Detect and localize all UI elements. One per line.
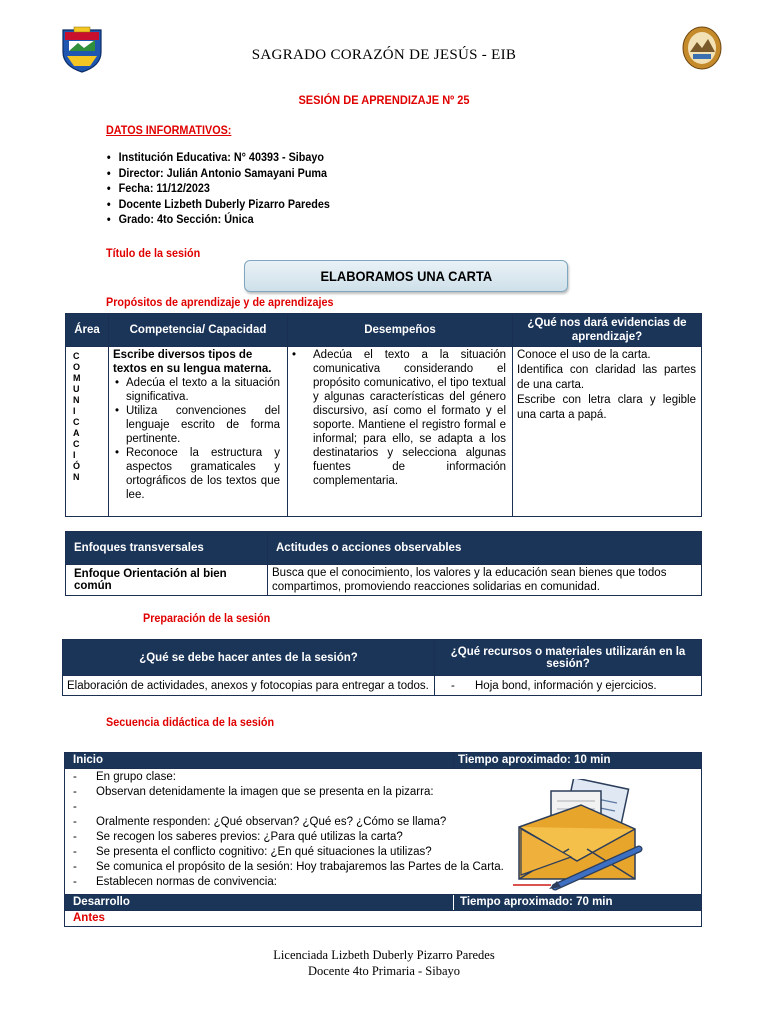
- area-letter: C: [73, 417, 80, 427]
- secuencia-table: [64, 752, 702, 927]
- desarrollo-text: Desarrollo: [73, 896, 130, 908]
- area-letter: I: [73, 450, 76, 460]
- header-evidencias: ¿Qué nos dará evidencias de aprendizaje?: [513, 314, 702, 347]
- area-letter: I: [73, 406, 76, 416]
- inicio-tiempo: Tiempo aproximado: 10 min: [454, 753, 702, 769]
- letter-envelope-illustration: [511, 779, 645, 891]
- info-item: • Fecha: 11/12/2023: [119, 181, 330, 197]
- competencia-title: Escribe diversos tipos de textos en su lengua materna.: [113, 349, 272, 375]
- datos-informativos-label: DATOS INFORMATIVOS:: [106, 123, 232, 137]
- area-letter: N: [73, 472, 80, 482]
- enfoque-actitud: Busca que el conocimiento, los valores y la educación sean bienes que todos compartimos, promoviendo reacciones solidarias en comunidad.: [268, 565, 702, 596]
- capacidad-item: • Reconoce la estructura y aspectos gramaticales y ortográficos de los textos que lee.: [113, 446, 280, 502]
- enfoques-table: [65, 531, 702, 596]
- propositos-table: [65, 313, 702, 517]
- area-letter: C: [73, 439, 80, 449]
- preparacion-table: [62, 639, 702, 696]
- info-item: • Director: Julián Antonio Samayani Puma: [119, 166, 330, 182]
- area-cell: [66, 347, 109, 517]
- evidencia-item: Escribe con letra clara y legible una carta a papá.: [517, 394, 696, 421]
- area-letters: [73, 351, 108, 483]
- desempenos-cell: [288, 347, 513, 517]
- activity-item: - Se presenta el conflicto cognitivo: ¿En qué situaciones la utilizas?: [65, 845, 701, 860]
- propositos-label: Propósitos de aprendizaje y de aprendizajes: [106, 295, 334, 309]
- area-letter: N: [73, 395, 80, 405]
- area-letter: Ó: [73, 461, 81, 471]
- school-header-title: SAGRADO CORAZÓN DE JESÚS - EIB: [251, 47, 517, 63]
- desempeno-content: Adecúa el texto a la situación comunicativa considerando el propósito comunicativo, el tipo textual y algunas características del género discursivo, así como el formato y el soporte. Mantiene el registro formal e informal; para ello, se adapta a los destinatarios y selecciona algunas fuentes de información complementaria.: [313, 349, 506, 487]
- header-enfoques: Enfoques transversales: [66, 532, 268, 565]
- header-antes: ¿Qué se debe hacer antes de la sesión?: [63, 640, 435, 676]
- capacidad-item: • Adecúa el texto a la situación significativa.: [113, 376, 280, 404]
- footer-line-2: Docente 4to Primaria - Sibayo: [307, 964, 461, 978]
- info-item: • Grado: 4to Sección: Única: [119, 212, 330, 228]
- enfoque-name: Enfoque Orientación al bien común: [66, 565, 268, 596]
- area-letter: M: [73, 373, 81, 383]
- titulo-sesion-label: Título de la sesión: [106, 246, 201, 260]
- session-title: SESIÓN DE APRENDIZAJE Nº 25: [298, 93, 470, 107]
- session-title-box: [244, 260, 568, 292]
- recursos-cell: [435, 676, 702, 696]
- evidencia-item: Conoce el uso de la carta.: [517, 349, 651, 361]
- competencia-cell: [109, 347, 288, 517]
- desempeno-text: • Adecúa el texto a la situación comunicativa considerando el propósito comunicativo, el tipo textual y algunas características del género discursivo, así como el formato y el soporte. Mantiene el registro formal e informal; para ello, se adapta a los destinatarios y selecciona algunas fuentes de información complementaria.: [292, 349, 506, 487]
- activity-item: - Se comunica el propósito de la sesión: Hoy trabajaremos las Partes de la Carta.: [65, 860, 701, 875]
- capacidades-list: [113, 376, 280, 502]
- activity-item: - Observan detenidamente la imagen que se presenta en la pizarra:: [65, 785, 701, 800]
- area-letter: U: [73, 384, 80, 394]
- datos-informativos-list: [106, 150, 330, 228]
- inicio-content: [65, 769, 702, 895]
- recursos-text: Hoja bond, información y ejercicios.: [475, 679, 657, 692]
- info-item: • Docente Lizbeth Duberly Pizarro Paredes: [119, 197, 330, 213]
- area-letter: C: [73, 351, 80, 361]
- desarrollo-tiempo: Tiempo aproximado: 70 min: [454, 895, 702, 911]
- header-recursos: ¿Qué recursos o materiales utilizarán en la sesión?: [435, 640, 702, 676]
- desarrollo-label: [65, 895, 454, 911]
- area-letter: A: [73, 428, 80, 438]
- antes-label: Antes: [65, 911, 702, 927]
- info-item: • Institución Educativa: N° 40393 - Sibayo: [119, 150, 330, 166]
- activity-item: - Oralmente responden: ¿Qué observan? ¿Qué es? ¿Cómo se llama?: [65, 815, 701, 830]
- session-title-text: ELABORAMOS UNA CARTA: [320, 268, 492, 284]
- header-competencia: Competencia/ Capacidad: [109, 314, 288, 347]
- evidencia-item: Identifica con claridad las partes de una carta.: [517, 364, 696, 391]
- footer-line-1: Licenciada Lizbeth Duberly Pizarro Paredes: [273, 948, 495, 962]
- preparacion-label: Preparación de la sesión: [143, 611, 271, 625]
- antes-text: Elaboración de actividades, anexos y fotocopias para entregar a todos.: [63, 676, 435, 696]
- area-letter: O: [73, 362, 81, 372]
- activity-item: - Establecen normas de convivencia:: [65, 875, 701, 890]
- recursos-dash: -: [451, 679, 455, 692]
- secuencia-label: Secuencia didáctica de la sesión: [106, 715, 275, 729]
- activity-item: - Se recogen los saberes previos: ¿Para qué utilizas la carta?: [65, 830, 701, 845]
- inicio-label: Inicio: [65, 753, 454, 769]
- evidencias-cell: [513, 347, 702, 517]
- header-area: Área: [66, 314, 109, 347]
- capacidad-item: • Utiliza convenciones del lenguaje escrito de forma pertinente.: [113, 404, 280, 446]
- header-desempenos: Desempeños: [288, 314, 513, 347]
- header-actitudes: Actitudes o acciones observables: [268, 532, 702, 565]
- activity-item: - En grupo clase:: [65, 770, 701, 785]
